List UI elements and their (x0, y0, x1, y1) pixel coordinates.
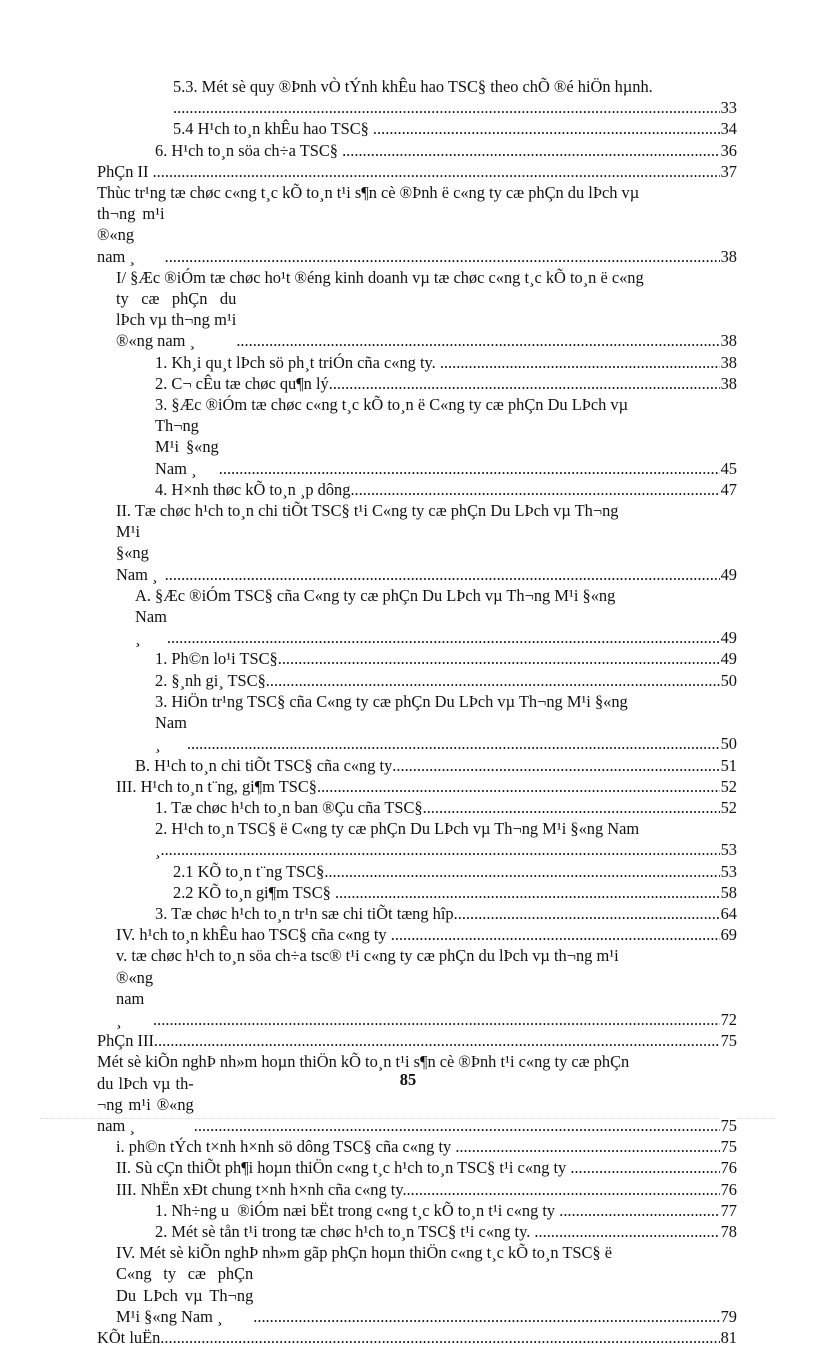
toc-entry[interactable] (97, 1242, 737, 1327)
dot-leader (324, 861, 719, 882)
toc-page-number: 72 (720, 1009, 737, 1029)
toc-page-number: 47 (720, 479, 737, 499)
toc-page-number: 81 (720, 1327, 737, 1347)
toc-entry-title-continued: ¸ (155, 840, 161, 860)
dot-leader (160, 839, 719, 860)
dot-leader (187, 733, 720, 754)
toc-entry-title: v. tæ chøc h¹ch to¸n söa ch÷a tsc® t¹i c«ng ty cæ phÇn du lÞch vµ th¬ng m¹i (116, 946, 619, 966)
toc-entry-title: 2. H¹ch to¸n TSC§ ë C«ng ty cæ phÇn Du LÞch vµ Th¬ng M¹i §«ng Nam (155, 819, 640, 839)
dot-leader (440, 352, 720, 373)
toc-page-number: 53 (720, 861, 737, 881)
toc-page-number: 78 (720, 1221, 737, 1241)
toc-entry[interactable] (97, 670, 737, 691)
toc-entry-title-continued: C«ng ty cæ phÇn Du LÞch vµ Th¬ng M¹i §«ng Nam ¸ (116, 1264, 254, 1326)
toc-entry-title: 2.1 KÕ to¸n t¨ng TSC§ (173, 861, 325, 881)
toc-entry-title: 2.2 KÕ to¸n gi¶m TSC§ (173, 882, 335, 902)
dot-leader (173, 97, 720, 118)
dot-leader (329, 373, 720, 394)
dot-leader (153, 1009, 720, 1030)
toc-page-number: 76 (720, 1179, 737, 1199)
toc-entry-title: PhÇn II (97, 161, 153, 181)
toc-entry[interactable] (97, 924, 737, 945)
toc-page-number: 53 (720, 840, 737, 860)
dot-leader (373, 118, 720, 139)
toc-entry-title-continued: M¹i §«ng Nam ¸ (116, 522, 158, 584)
toc-page-number: 76 (720, 1158, 737, 1178)
dot-leader (317, 776, 720, 797)
toc-page-number: 33 (720, 98, 737, 118)
toc-entry[interactable] (97, 585, 737, 649)
dot-leader (342, 140, 720, 161)
dot-leader (153, 161, 720, 182)
toc-entry-title: IV. Mét sè kiÕn nghÞ nh»m gãp phÇn hoµn thiÖn c«ng t¸c kÕ to¸n TSC§ ë (116, 1243, 612, 1263)
dot-leader (407, 1179, 720, 1200)
toc-entry-title: i. ph©n tÝch t×nh h×nh sö dông TSC§ cña c«ng ty (116, 1137, 456, 1157)
dot-leader (559, 1200, 719, 1221)
toc-entry[interactable] (97, 1030, 737, 1051)
toc-entry[interactable] (97, 797, 737, 818)
toc-page-number: 36 (720, 140, 737, 160)
dot-leader (266, 670, 720, 691)
toc-entry[interactable] (97, 648, 737, 669)
toc-entry-title: 2. C¬ cÊu tæ chøc qu¶n lý (155, 373, 329, 393)
dot-leader (154, 1030, 720, 1051)
toc-entry[interactable] (97, 1051, 737, 1136)
toc-entry-title-continued: Nam ¸ (135, 607, 167, 648)
toc-entry-title: II. Sù cÇn thiÕt ph¶i hoµn thiÖn c«ng t¸c h¹ch to¸n TSC§ t¹i c«ng ty (116, 1158, 571, 1178)
toc-entry[interactable] (97, 1157, 737, 1178)
toc-entry[interactable] (97, 903, 737, 924)
toc-page-number: 50 (720, 734, 737, 754)
toc-page-number: 49 (720, 628, 737, 648)
toc-page-number: 37 (720, 161, 737, 181)
toc-entry[interactable] (97, 1327, 737, 1348)
toc-entry-title: I/ §Æc ®iÓm tæ chøc ho¹t ®éng kinh doanh vµ tæ chøc c«ng t¸c kÕ to¸n ë c«ng (116, 267, 644, 287)
toc-page-number: 38 (720, 373, 737, 393)
toc-page-number: 49 (720, 649, 737, 669)
toc-page-number: 75 (720, 1137, 737, 1157)
dot-leader (253, 1306, 719, 1327)
toc-entry-title: Thùc tr¹ng tæ chøc c«ng t¸c kÕ to¸n t¹i s¶n cè ®Þnh ë c«ng ty cæ phÇn du lÞch vµ (97, 183, 640, 203)
toc-entry[interactable] (97, 818, 737, 860)
table-of-contents (97, 76, 737, 1348)
toc-entry[interactable] (97, 691, 737, 755)
toc-page-number: 45 (720, 458, 737, 478)
dot-leader (570, 1157, 719, 1178)
toc-entry-title: III. H¹ch to¸n t¨ng, gi¶m TSC§ (116, 776, 317, 796)
dot-leader (160, 1327, 719, 1348)
toc-entry-title: II. Tæ chøc h¹ch to¸n chi tiÕt TSC§ t¹i C«ng ty cæ phÇn Du LÞch vµ Th¬ng (116, 501, 619, 521)
toc-entry-title-continued: Nam ¸ (155, 713, 187, 754)
dot-leader (392, 755, 719, 776)
toc-page-number: 77 (720, 1200, 737, 1220)
toc-entry[interactable] (97, 1221, 737, 1242)
toc-page-number: 75 (720, 1031, 737, 1051)
toc-entry[interactable] (97, 945, 737, 1030)
toc-entry[interactable] (97, 500, 737, 585)
dot-leader (454, 903, 720, 924)
toc-entry-title: Mét sè kiÕn nghÞ nh»m hoµn thiÖn kÕ to¸n t¹i s¶n cè ®Þnh t¹i c«ng ty cæ phÇn (97, 1052, 630, 1072)
toc-entry-title: 1. Kh¸i qu¸t lÞch sö ph¸t triÓn cña c«ng ty. (155, 352, 440, 372)
toc-page-number: 79 (720, 1306, 737, 1326)
toc-entry[interactable] (97, 479, 737, 500)
toc-entry-title: 6. H¹ch to¸n söa ch÷a TSC§ (155, 140, 343, 160)
toc-page-number: 52 (720, 797, 737, 817)
toc-page-number: 38 (720, 352, 737, 372)
toc-entry[interactable] (97, 140, 737, 161)
toc-entry[interactable] (97, 861, 737, 882)
toc-entry[interactable] (97, 161, 737, 182)
toc-entry-title: 4. H×nh thøc kÕ to¸n ¸p dông (155, 479, 351, 499)
page-number: 85 (399, 1070, 417, 1089)
toc-entry-title-continued: th¬ng m¹i ®«ng nam ¸ (97, 204, 165, 266)
toc-entry-title: 2. Mét sè tån t¹i trong tæ chøc h¹ch to¸n TSC§ t¹i c«ng ty. (155, 1221, 535, 1241)
toc-page-number: 49 (720, 564, 737, 584)
toc-entry-title: 3. Tæ chøc h¹ch to¸n tr¹n sæ chi tiÕt tæng hîp (155, 903, 454, 923)
toc-entry-title: IV. h¹ch to¸n khÊu hao TSC§ cña c«ng ty (116, 925, 391, 945)
dot-leader (423, 797, 720, 818)
dot-leader (165, 246, 720, 267)
toc-page-number: 58 (720, 882, 737, 902)
toc-entry[interactable] (97, 776, 737, 797)
toc-entry-title: 3. §Æc ®iÓm tæ chøc c«ng t¸c kÕ to¸n ë C«ng ty cæ phÇn Du LÞch vµ (155, 395, 629, 415)
dot-leader (534, 1221, 719, 1242)
toc-entry-title: 2. §¸nh gi¸ TSC§ (155, 670, 266, 690)
bottom-divider (40, 1118, 776, 1119)
dot-leader (350, 479, 719, 500)
toc-page-number: 64 (720, 903, 737, 923)
toc-entry-title: PhÇn III (97, 1031, 154, 1051)
toc-page-number: 52 (720, 776, 737, 796)
toc-entry-title: KÕt luËn (97, 1327, 161, 1347)
toc-entry-title: 1. Ph©n lo¹i TSC§ (155, 649, 278, 669)
dot-leader (335, 882, 720, 903)
dot-leader (165, 564, 720, 585)
toc-entry[interactable] (97, 394, 737, 479)
toc-entry[interactable] (97, 352, 737, 373)
toc-entry-title-continued: ty cæ phÇn du lÞch vµ th¬ng m¹i ®«ng nam ¸ (116, 289, 237, 351)
toc-page-number: 38 (720, 331, 737, 351)
dot-leader (455, 1136, 719, 1157)
toc-entry[interactable] (97, 755, 737, 776)
toc-entry-title: 3. HiÖn tr¹ng TSC§ cña C«ng ty cæ phÇn Du LÞch vµ Th¬ng M¹i §«ng (155, 691, 628, 711)
toc-page-number: 50 (720, 670, 737, 690)
dot-leader (391, 924, 720, 945)
toc-entry-title: B. H¹ch to¸n chi tiÕt TSC§ cña c«ng ty (135, 755, 393, 775)
toc-entry[interactable] (97, 1136, 737, 1157)
toc-entry-title: 5.3. Mét sè quy ®Þnh vÒ tÝnh khÊu hao TSC§ theo chÕ ®é hiÖn hµnh. (173, 77, 653, 96)
toc-page-number: 34 (720, 119, 737, 139)
toc-entry-title: 1. Tæ chøc h¹ch to¸n ban ®Çu cña TSC§ (155, 797, 423, 817)
toc-entry-title: III. NhËn xÐt chung t×nh h×nh cña c«ng ty. (116, 1179, 407, 1199)
toc-entry-title-continued: Th¬ng M¹i §«ng Nam ¸ (155, 416, 219, 478)
toc-entry-title: 5.4 H¹ch to¸n khÊu hao TSC§ (173, 119, 373, 139)
dot-leader (167, 627, 720, 648)
dot-leader (278, 648, 720, 669)
toc-entry[interactable] (97, 1179, 737, 1200)
toc-page-number: 75 (720, 1115, 737, 1135)
toc-entry-title: 1. Nh÷ng u ®iÓm næi bËt trong c«ng t¸c kÕ to¸n t¹i c«ng ty (155, 1200, 560, 1220)
toc-entry-title-continued: du lÞch vµ th¬ng m¹i ®«ng nam ¸ (97, 1073, 194, 1135)
toc-page-number: 69 (720, 925, 737, 945)
dot-leader (219, 458, 720, 479)
toc-page-number: 38 (720, 246, 737, 266)
toc-entry[interactable] (97, 76, 737, 118)
toc-entry[interactable] (97, 118, 737, 139)
toc-entry[interactable] (97, 1200, 737, 1221)
toc-entry-title-continued: ®«ng nam ¸ (116, 967, 154, 1029)
toc-entry-title: A. §Æc ®iÓm TSC§ cña C«ng ty cæ phÇn Du LÞch vµ Th¬ng M¹i §«ng (135, 585, 616, 605)
toc-entry[interactable] (97, 182, 737, 267)
toc-entry[interactable] (97, 882, 737, 903)
dot-leader (236, 330, 719, 351)
toc-entry[interactable] (97, 373, 737, 394)
toc-entry[interactable] (97, 267, 737, 352)
toc-page-number: 51 (720, 755, 737, 775)
